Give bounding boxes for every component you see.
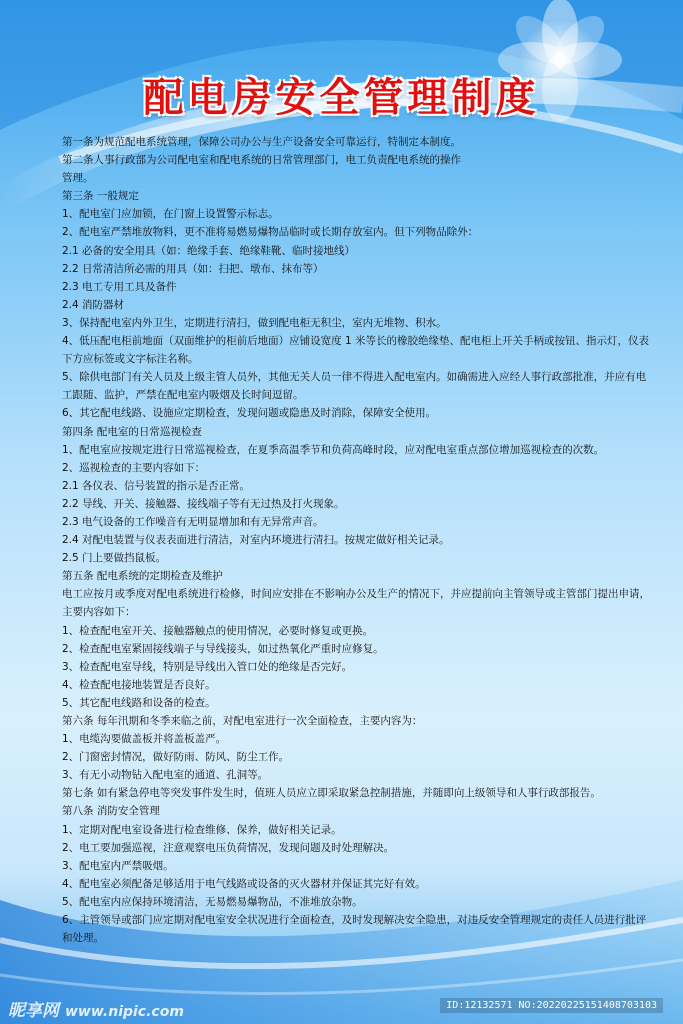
watermark-url: www.nipic.com bbox=[65, 1004, 184, 1020]
section-heading: 第五条 配电系统的定期检查及维护 bbox=[62, 570, 223, 583]
line: 3、配电室内严禁吸烟。 bbox=[62, 859, 174, 872]
line: 2、巡视检查的主要内容如下： bbox=[62, 461, 206, 474]
line: 5、除供电部门有关人员及上级主管人员外，其他无关人员一律不得进入配电室内。如确需进入应经人事行政部批准，并应有电工跟随、监护，严禁在配电室内吸烟及长时间逗留。 bbox=[62, 371, 647, 402]
line: 6、其它配电线路、设施应定期检查，发现问题或隐患及时消除，保障安全使用。 bbox=[62, 407, 437, 420]
line: 2、门窗密封情况，做好防雨、防风、防尘工作。 bbox=[62, 751, 290, 764]
section-heading: 第八条 消防安全管理 bbox=[62, 805, 160, 818]
line: 1、配电室应按规定进行日常巡视检查，在夏季高温季节和负荷高峰时段，应对配电室重点部位增加巡视检查的次数。 bbox=[62, 443, 605, 456]
line: 第二条人事行政部为公司配电室和配电系统的日常管理部门，电工负责配电系统的操作 bbox=[62, 154, 461, 167]
line: 2、电工要加强巡视，注意观察电压负荷情况，发现问题及时处理解决。 bbox=[62, 841, 395, 854]
line: 1、配电室门应加锁，在门窗上设置警示标志。 bbox=[62, 208, 279, 221]
line: 4、低压配电柜前地面（双面维护的柜前后地面）应铺设宽度 1 米等长的橡胶绝缘垫、配电柜上开关手柄或按钮、指示灯，仪表下方应标签或文字标注名称。 bbox=[62, 335, 650, 366]
line: 2.1 各仪表、信号装置的指示是否正常。 bbox=[62, 479, 251, 492]
line: 5、配电室内应保持环境清洁，无易燃易爆物品，不准堆放杂物。 bbox=[62, 895, 363, 908]
line: 2.3 电气设备的工作噪音有无明显增加和有无异常声音。 bbox=[62, 515, 324, 528]
watermark-id: ID:12132571 NO:20220225151408703103 bbox=[440, 998, 663, 1013]
line: 1、定期对配电室设备进行检查维修、保养，做好相关记录。 bbox=[62, 823, 342, 836]
page-title: 配电房安全管理制度 bbox=[143, 75, 540, 121]
line: 2.4 对配电装置与仪表表面进行清洁，对室内环境进行清扫。按规定做好相关记录。 bbox=[62, 534, 450, 547]
line: 2.2 日常清洁所必需的用具（如：扫把、墩布、抹布等） bbox=[62, 262, 324, 275]
line: 2.1 必备的安全用具（如：绝缘手套、绝缘鞋靴、临时接地线） bbox=[62, 244, 356, 257]
line: 2.2 导线、开关、接触器、接线端子等有无过热及打火现象。 bbox=[62, 497, 345, 510]
line: 第一条为规范配电系统管理，保障公司办公与生产设备安全可靠运行，特制定本制度。 bbox=[62, 136, 461, 148]
line: 2、检查配电室紧固接线端子与导线接头，如过热氧化严重时应修复。 bbox=[62, 642, 384, 655]
line: 4、检查配电接地装置是否良好。 bbox=[62, 678, 216, 691]
line: 3、保持配电室内外卫生，定期进行清扫，做到配电柜无积尘，室内无堆物、积水。 bbox=[62, 316, 447, 329]
line: 1、电缆沟要做盖板并将盖板盖严。 bbox=[62, 733, 227, 746]
line: 3、有无小动物钻入配电室的通道、孔洞等。 bbox=[62, 769, 269, 782]
section-heading: 第四条 配电室的日常巡视检查 bbox=[62, 425, 202, 438]
line: 电工应按月或季度对配电系统进行检修，时间应安排在不影响办公及生产的情况下，并应提前向主管领导或主管部门提出申请，主要内容如下： bbox=[62, 588, 650, 619]
watermark-logo-text: 昵享网 bbox=[8, 1001, 59, 1021]
section-heading: 第三条 一般规定 bbox=[62, 190, 139, 203]
line: 4、配电室必须配备足够适用于电气线路或设备的灭火器材并保证其完好有效。 bbox=[62, 877, 426, 890]
watermark-logo bbox=[8, 996, 184, 1021]
line: 3、检查配电室导线，特别是导线出入管口处的绝缘是否完好。 bbox=[62, 660, 353, 673]
line: 5、其它配电线路和设备的检查。 bbox=[62, 696, 216, 709]
line: 2.5 门上要做挡鼠板。 bbox=[62, 552, 167, 565]
line: 1、检查配电室开关、接触器触点的使用情况，必要时修复或更换。 bbox=[62, 624, 374, 637]
line: 2.3 电工专用工具及备件 bbox=[62, 280, 177, 293]
line: 2.4 消防器材 bbox=[62, 298, 125, 311]
section-heading: 第七条 如有紧急停电等突发事件发生时，值班人员应立即采取紧急控制措施，并随即向上级领导和人事行政部报告。 bbox=[62, 787, 601, 800]
regulation-body bbox=[62, 133, 652, 947]
section-heading: 第六条 每年汛期和冬季来临之前，对配电室进行一次全面检查，主要内容为： bbox=[62, 715, 423, 727]
line: 管理。 bbox=[62, 172, 94, 185]
line: 6、主管领导或部门应定期对配电室安全状况进行全面检查，及时发现解决安全隐患，对违反安全管理规定的责任人员进行批评和处理。 bbox=[62, 914, 647, 945]
line: 2、配电室严禁堆放物料，更不准将易燃易爆物品临时或长期存放室内。但下列物品除外： bbox=[62, 226, 479, 239]
